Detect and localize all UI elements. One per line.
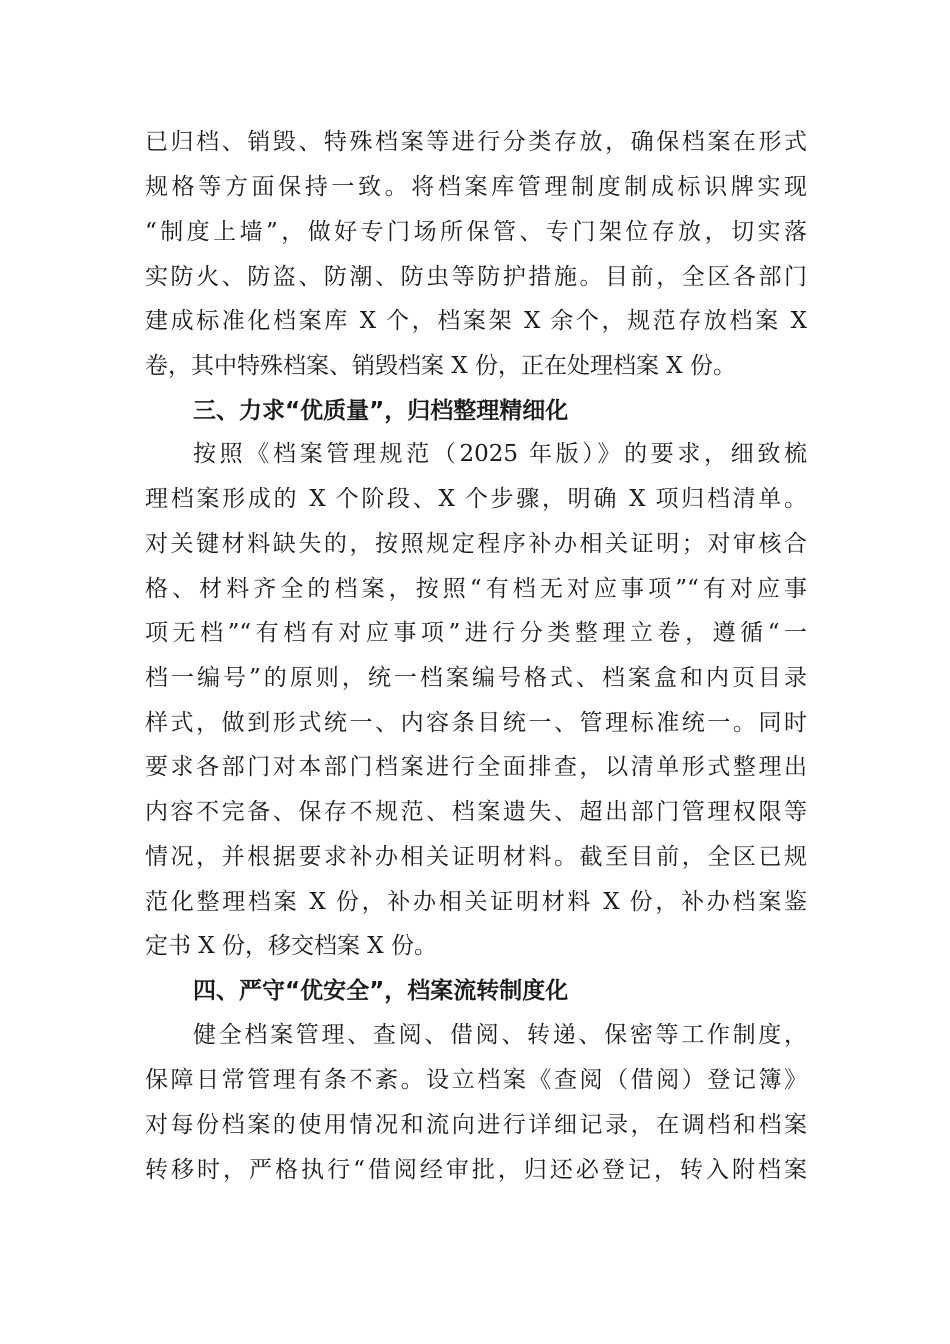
paragraph-line: 转移时，严格执行“借阅经审批，归还必登记，转入附档案 xyxy=(145,1157,807,1183)
paragraph-line: 规格等方面保持一致。将档案库管理制度制成标识牌实现 xyxy=(145,174,807,200)
paragraph-line: 对关键材料缺失的，按照规定程序补办相关证明；对审核合 xyxy=(145,531,807,557)
paragraph-line: 样式，做到形式统一、内容条目统一、管理标准统一。同时 xyxy=(145,710,807,736)
paragraph-line: 健全档案管理、查阅、借阅、转递、保密等工作制度， xyxy=(193,1022,807,1048)
paragraph-line: 格、材料齐全的档案，按照“有档无对应事项”“有对应事 xyxy=(145,576,807,602)
paragraph-line: 内容不完备、保存不规范、档案遗失、超出部门管理权限等 xyxy=(145,799,807,825)
paragraph-line: 保障日常管理有条不紊。设立档案《查阅（借阅）登记簿》 xyxy=(145,1067,807,1093)
paragraph-line: “制度上墙”，做好专门场所保管、专门架位存放，切实落 xyxy=(145,219,807,245)
paragraph-line: 要求各部门对本部门档案进行全面排查，以清单形式整理出 xyxy=(145,754,807,780)
paragraph-line: 按照《档案管理规范（2025 年版）》的要求，细致梳 xyxy=(193,441,807,467)
paragraph-line: 卷，其中特殊档案、销毁档案 X 份，正在处理档案 X 份。 xyxy=(145,353,736,379)
paragraph-line: 项无档”“有档有对应事项”进行分类整理立卷，遵循“一 xyxy=(145,620,807,646)
paragraph-line: 对每份档案的使用情况和流向进行详细记录，在调档和档案 xyxy=(145,1112,807,1138)
paragraph-line: 实防火、防盗、防潮、防虫等防护措施。目前，全区各部门 xyxy=(145,264,807,290)
section-heading: 三、力求“优质量”，归档整理精细化 xyxy=(193,398,569,424)
paragraph-line: 已归档、销毁、特殊档案等进行分类存放，确保档案在形式 xyxy=(145,129,807,155)
paragraph-line: 情况，并根据要求补办相关证明材料。截至目前，全区已规 xyxy=(145,844,807,870)
paragraph-line: 定书 X 份，移交档案 X 份。 xyxy=(145,933,437,959)
paragraph-line: 范化整理档案 X 份，补办相关证明材料 X 份，补办档案鉴 xyxy=(145,889,807,915)
paragraph-line: 理档案形成的 X 个阶段、X 个步骤，明确 X 项归档清单。 xyxy=(145,486,807,512)
paragraph-line: 建成标准化档案库 X 个，档案架 X 余个，规范存放档案 X xyxy=(145,308,807,334)
paragraph-line: 档一编号”的原则，统一档案编号格式、档案盒和内页目录 xyxy=(145,665,807,691)
section-heading: 四、严守“优安全”，档案流转制度化 xyxy=(193,978,569,1004)
